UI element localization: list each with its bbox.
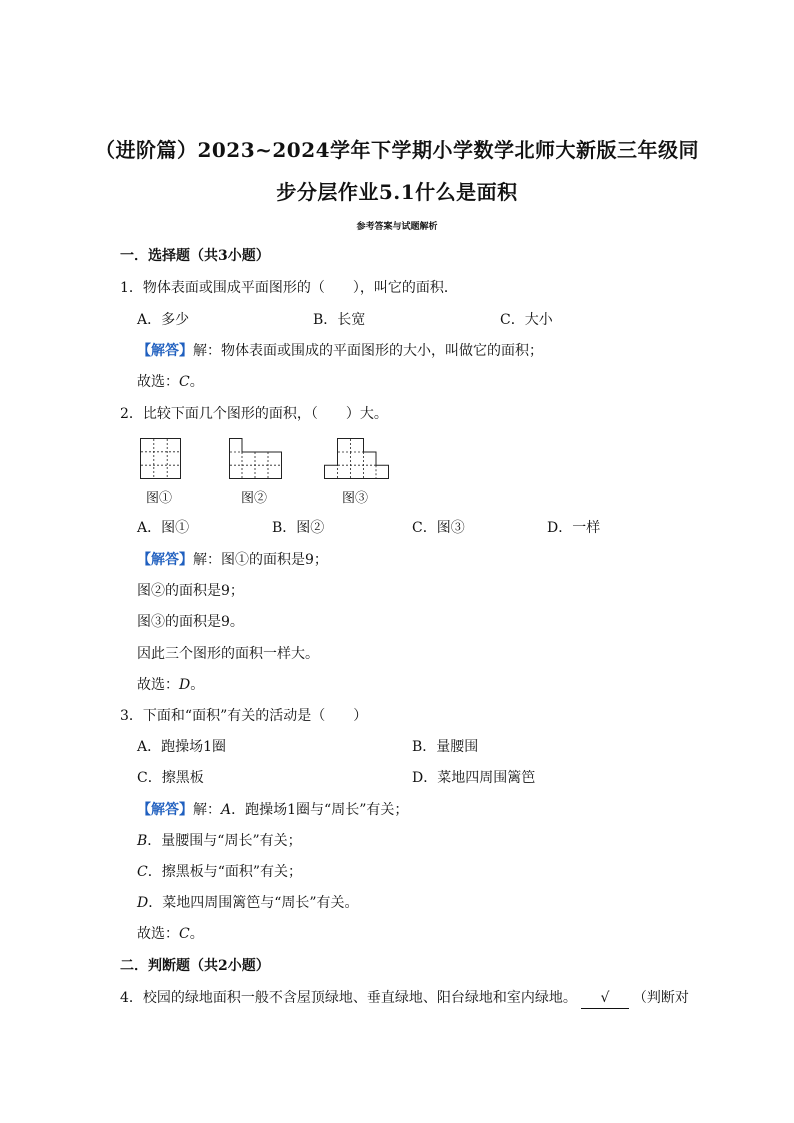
answer-tag: 【解答】 <box>137 343 193 359</box>
choice-suffix: 。 <box>190 677 205 693</box>
figure-3-shape <box>324 438 390 480</box>
question-1-option-b: B．长宽 <box>313 312 366 328</box>
question-2-stem: 2．比较下面几个图形的面积，（ ）大。 <box>120 406 388 422</box>
choice-prefix: 故选： <box>137 677 179 693</box>
answer-letter: B <box>137 833 148 849</box>
question-2-answer-line4: 因此三个图形的面积一样大。 <box>137 646 319 662</box>
figure-2-label: 图② <box>241 491 268 506</box>
question-4-tail: （判断对 <box>632 990 689 1006</box>
question-2-option-d: D．一样 <box>547 520 601 536</box>
question-2-option-b: B．图② <box>272 520 325 536</box>
choice-letter: C <box>179 374 190 390</box>
choice-prefix: 故选： <box>137 926 179 942</box>
question-1-option-a: A．多少 <box>137 312 190 328</box>
question-3-answer-line2 <box>137 831 302 851</box>
question-3-option-d: D．菜地四周围篱笆 <box>412 770 536 786</box>
answer-prefix: 解： <box>193 802 221 818</box>
question-3-option-a: A．跑操场1圈 <box>137 739 227 755</box>
figure-3-label: 图③ <box>342 491 369 506</box>
section-heading-choice: 一．选择题（共3小题） <box>120 248 270 264</box>
question-3-choice <box>137 924 204 944</box>
page-title-line2: 步分层作业5.1什么是面积 <box>276 180 518 204</box>
question-3-option-b: B．量腰围 <box>412 739 479 755</box>
question-2-answer <box>137 550 328 570</box>
question-3-answer-line3 <box>137 862 302 882</box>
question-3-option-c: C．擦黑板 <box>137 770 204 786</box>
answer-text: ．擦黑板与“面积”有关； <box>147 864 303 880</box>
question-1-choice <box>137 372 204 392</box>
question-2-choice <box>137 675 204 695</box>
answer-letter: D <box>137 895 149 911</box>
choice-letter: D <box>179 677 191 693</box>
figure-2-shape <box>229 438 283 480</box>
choice-suffix: 。 <box>189 926 204 942</box>
question-1-option-c: C．大小 <box>500 312 553 328</box>
question-4-answer-blank: √ <box>581 988 629 1009</box>
figure-1-label: 图① <box>146 491 173 506</box>
question-3-answer <box>137 800 408 820</box>
question-2-answer-line2: 图②的面积是9； <box>137 583 244 599</box>
section-heading-judge: 二．判断题（共2小题） <box>120 958 270 974</box>
answer-letter: A <box>221 802 232 818</box>
question-3-answer-line4 <box>137 893 359 913</box>
question-2-answer-line3: 图③的面积是9。 <box>137 614 244 630</box>
answer-letter: C <box>137 864 148 880</box>
choice-prefix: 故选： <box>137 374 179 390</box>
choice-suffix: 。 <box>189 374 204 390</box>
figure-1-grid <box>140 438 182 480</box>
page-title-line1: （进阶篇）2023~2024学年下学期小学数学北师大新版三年级同 <box>94 138 700 162</box>
answer-text: ．菜地四周围篱笆与“周长”有关。 <box>148 895 359 911</box>
question-1-stem: 1．物体表面或围成平面图形的（ ），叫它的面积． <box>120 280 458 296</box>
question-2-option-a: A．图① <box>137 520 190 536</box>
answer-tag: 【解答】 <box>137 802 193 818</box>
choice-letter: C <box>179 926 190 942</box>
answer-text: 解：物体表面或围成的平面图形的大小，叫做它的面积； <box>193 343 543 359</box>
answer-tag: 【解答】 <box>137 552 193 568</box>
question-4-text: 4．校园的绿地面积一般不含屋顶绿地、垂直绿地、阳台绿地和室内绿地。 <box>120 990 577 1006</box>
question-1-answer <box>137 341 543 361</box>
answer-text: ．量腰围与“周长”有关； <box>147 833 302 849</box>
question-2-option-c: C．图③ <box>412 520 465 536</box>
page-subtitle: 参考答案与试题解析 <box>356 222 438 232</box>
answer-text: ．跑操场1圈与“周长”有关； <box>231 802 409 818</box>
question-4-stem <box>120 988 689 1009</box>
question-3-stem: 3．下面和“面积”有关的活动是（ ） <box>120 708 368 724</box>
answer-text: 解：图①的面积是9； <box>193 552 328 568</box>
